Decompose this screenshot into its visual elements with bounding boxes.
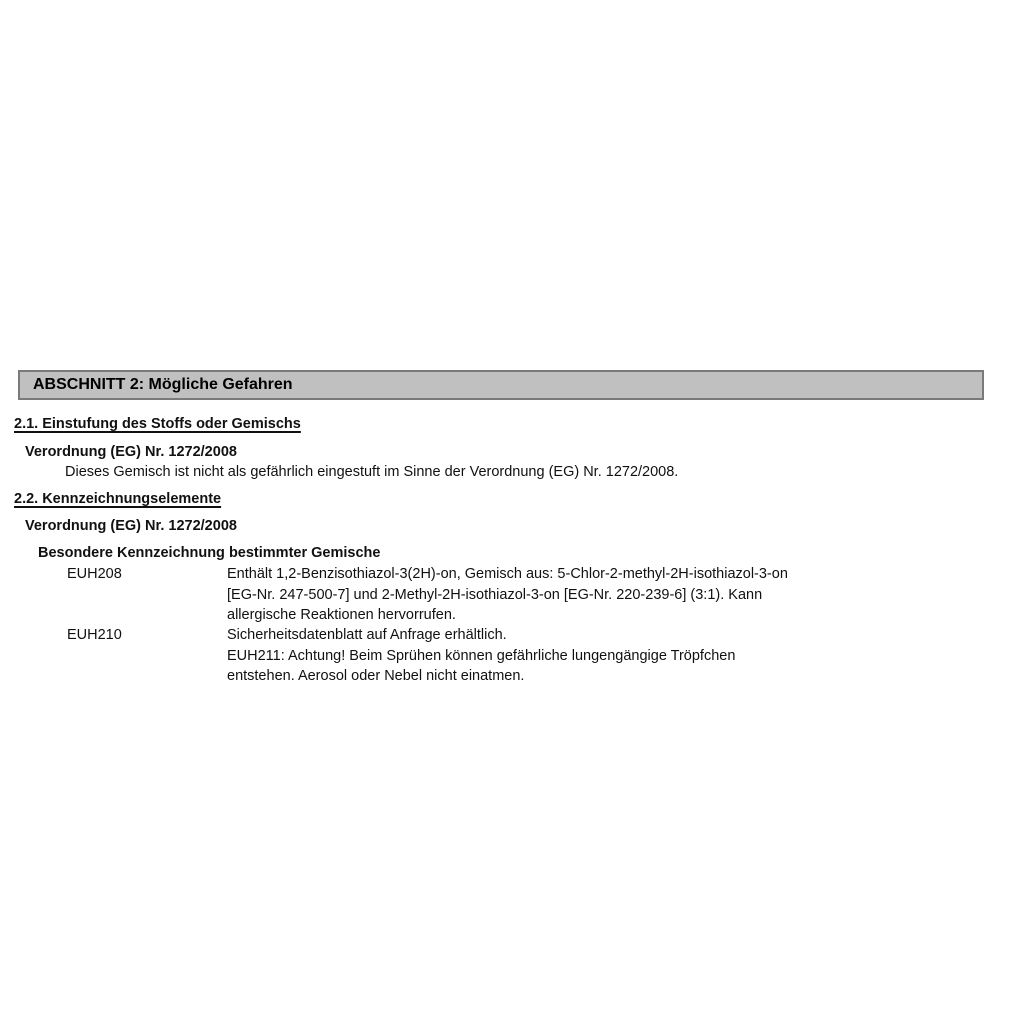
hazard-text-line: entstehen. Aerosol oder Nebel nicht einatmen. — [227, 668, 525, 684]
special-labelling-heading: Besondere Kennzeichnung bestimmter Gemische — [38, 545, 381, 561]
regulation-heading-label-elements: Verordnung (EG) Nr. 1272/2008 — [25, 518, 237, 534]
section-2-hazards — [18, 370, 984, 400]
classification-statement: Dieses Gemisch ist nicht als gefährlich eingestuft im Sinne der Verordnung (EG) Nr. 1272/2008. — [65, 464, 679, 480]
hazard-text-line: EUH211: Achtung! Beim Sprühen können gefährliche lungengängige Tröpfchen — [227, 647, 736, 664]
hazard-text-euh208 — [227, 564, 887, 626]
hazard-code-euh210: EUH210 — [67, 627, 122, 643]
regulation-heading-classification: Verordnung (EG) Nr. 1272/2008 — [25, 444, 237, 460]
hazard-text-line: [EG-Nr. 247-500-7] und 2-Methyl-2H-isothiazol-3-on [EG-Nr. 220-239-6] (3:1). Kann — [227, 586, 763, 603]
subsection-title-label-elements: 2.2. Kennzeichnungselemente — [14, 491, 222, 507]
hazard-text-line: Sicherheitsdatenblatt auf Anfrage erhältlich. — [227, 627, 507, 643]
hazard-text-line: allergische Reaktionen hervorrufen. — [227, 607, 456, 623]
hazard-text-line: Enthält 1,2-Benzisothiazol-3(2H)-on, Gemisch aus: 5-Chlor-2-methyl-2H-isothiazol-3-on — [227, 566, 788, 582]
section-header-title: ABSCHNITT 2: Mögliche Gefahren — [33, 376, 293, 393]
subsection-title-classification: 2.1. Einstufung des Stoffs oder Gemischs — [14, 416, 301, 432]
section-header — [18, 370, 984, 400]
hazard-text-euh210 — [227, 625, 887, 687]
hazard-code-euh208: EUH208 — [67, 566, 122, 582]
